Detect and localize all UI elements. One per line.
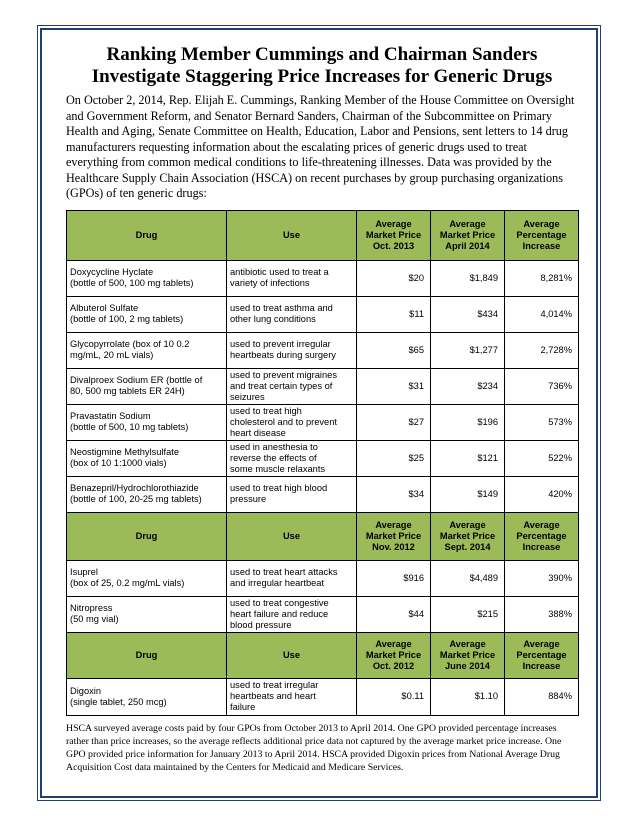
- percent-increase-cell-line: 420%: [548, 488, 572, 499]
- table-row: [67, 296, 579, 332]
- header-price-end-line: Sept. 2014: [444, 541, 491, 552]
- table-row: [67, 560, 579, 596]
- header-price-end: [431, 210, 505, 260]
- price-start-cell-line: $34: [408, 488, 424, 499]
- drug-cell-line: Doxycycline Hyclate: [70, 267, 154, 277]
- percent-increase-cell-line: 390%: [548, 572, 572, 583]
- price-start-cell: [357, 560, 431, 596]
- use-cell-line: reverse the effects of: [230, 452, 317, 463]
- drug-cell-line: Glycopyrrolate (box of 10 0.2: [70, 339, 190, 349]
- header-price-start-line: Market Price: [365, 649, 422, 660]
- drug-cell: [67, 476, 227, 512]
- use-cell-line: antibiotic used to treat a: [230, 267, 329, 277]
- drug-cell-line: (bottle of 100, 2 mg tablets): [70, 314, 184, 324]
- footnote: HSCA surveyed average costs paid by four GPOs from October 2013 to April 2014. One GPO provided percentage increases rather than price increases, so the average reflects additional price data not captured by the average market price increase. One GPO provided price information for January 2013 to April 2014. HSCA provided Digoxin prices from National Average Drug Acquisition Cost data maintained by the Centers for Medicaid and Medicare Services.: [66, 722, 562, 773]
- intro-paragraph: On October 2, 2014, Rep. Elijah E. Cummings, Ranking Member of the House Committee on Oversight and Government Reform, and Senator Bernard Sanders, Chairman of the Subcommittee on Primary Health and Aging, Senate Committee on Health, Education, Labor and Pensions, sent letters to 14 drug manufacturers requesting information about the escalating prices of generic drugs used to treat everything from common medical conditions to life-threatening illnesses. Data was provided by the Healthcare Supply Chain Association (HSCA) on recent purchases by group purchasing organizations (GPOs) of ten generic drugs:: [66, 93, 575, 200]
- price-start-cell: [357, 440, 431, 476]
- table-row: [67, 404, 579, 440]
- drug-cell-line: Albuterol Sulfate: [70, 303, 139, 313]
- drug-cell-line: Nitropress: [70, 603, 113, 613]
- drug-cell-line: (bottle of 500, 100 mg tablets): [70, 278, 194, 288]
- drug-cell-line: 80, 500 mg tablets ER 24H): [70, 386, 185, 396]
- use-cell-line: used to prevent irregular: [230, 339, 331, 349]
- drug-cell: [67, 368, 227, 404]
- header-price-start-line: Average: [375, 519, 412, 530]
- header-drug: [67, 210, 227, 260]
- percent-increase-cell-line: 736%: [548, 380, 572, 391]
- price-end-cell-line: $121: [477, 452, 498, 463]
- percent-increase-cell: [505, 332, 579, 368]
- table-row: [67, 476, 579, 512]
- header-drug: [67, 512, 227, 560]
- price-end-cell: [431, 368, 505, 404]
- price-start-cell: [357, 296, 431, 332]
- use-cell: [227, 678, 357, 715]
- table-header-row: [67, 210, 579, 260]
- header-percent-increase-line: Percentage: [516, 530, 567, 541]
- header-percent-increase-line: Percentage: [516, 649, 567, 660]
- percent-increase-cell-line: 8,281%: [540, 272, 572, 283]
- price-start-cell-line: $31: [408, 380, 424, 391]
- drug-cell: [67, 260, 227, 296]
- price-start-cell-line: $44: [408, 608, 424, 619]
- table-row: [67, 596, 579, 632]
- price-end-cell-line: $4,489: [469, 572, 498, 583]
- price-end-cell: [431, 678, 505, 715]
- drug-cell-line: (bottle of 500, 10 mg tablets): [70, 422, 189, 432]
- header-use-line: Use: [282, 530, 301, 541]
- table-header-row: [67, 512, 579, 560]
- drug-cell-line: (50 mg vial): [70, 614, 119, 624]
- header-price-start-line: Oct. 2013: [372, 240, 415, 251]
- drug-cell: [67, 332, 227, 368]
- price-start-cell-line: $20: [408, 272, 424, 283]
- header-price-start-line: Market Price: [365, 229, 422, 240]
- price-end-cell: [431, 296, 505, 332]
- drug-cell: [67, 404, 227, 440]
- header-price-end-line: April 2014: [445, 240, 490, 251]
- use-cell-line: pressure: [230, 494, 267, 504]
- price-start-cell: [357, 368, 431, 404]
- use-cell-line: blood pressure: [230, 619, 292, 630]
- percent-increase-cell: [505, 296, 579, 332]
- header-price-start: [357, 632, 431, 678]
- use-cell: [227, 476, 357, 512]
- percent-increase-cell: [505, 476, 579, 512]
- header-use: [227, 512, 357, 560]
- table-row: [67, 440, 579, 476]
- price-start-cell-line: $0.11: [401, 691, 424, 701]
- header-price-end: [431, 512, 505, 560]
- percent-increase-cell: [505, 404, 579, 440]
- price-end-cell: [431, 560, 505, 596]
- percent-increase-cell-line: 573%: [548, 416, 572, 427]
- header-use-line: Use: [282, 649, 301, 660]
- percent-increase-cell: [505, 260, 579, 296]
- use-cell-line: heart failure and reduce: [230, 608, 329, 619]
- header-price-start-line: Average: [375, 638, 412, 649]
- use-cell-line: cholesterol and to prevent: [230, 416, 337, 427]
- use-cell-line: used in anesthesia to: [230, 441, 318, 452]
- header-price-start-line: Market Price: [365, 530, 422, 541]
- price-end-cell: [431, 440, 505, 476]
- header-price-end: [431, 632, 505, 678]
- price-end-cell-line: $1,849: [469, 272, 498, 283]
- use-cell-line: seizures: [230, 391, 265, 402]
- use-cell-line: and treat certain types of: [230, 380, 333, 391]
- drug-cell: [67, 560, 227, 596]
- header-price-start-line: Nov. 2012: [372, 541, 415, 552]
- use-cell: [227, 332, 357, 368]
- price-end-cell: [431, 332, 505, 368]
- use-cell-line: and irregular heartbeat: [230, 578, 325, 588]
- header-use: [227, 210, 357, 260]
- drug-cell-line: Neostigmine Methylsulfate: [70, 447, 180, 457]
- use-cell: [227, 404, 357, 440]
- percent-increase-cell-line: 388%: [548, 608, 572, 619]
- header-percent-increase-line: Increase: [522, 240, 561, 251]
- header-percent-increase: [505, 512, 579, 560]
- percent-increase-cell: [505, 596, 579, 632]
- table-row: [67, 260, 579, 296]
- price-start-cell-line: $11: [409, 308, 424, 319]
- table-row: [67, 368, 579, 404]
- percent-increase-cell: [505, 368, 579, 404]
- use-cell: [227, 296, 357, 332]
- header-percent-increase: [505, 210, 579, 260]
- header-price-end-line: Market Price: [439, 229, 496, 240]
- table-header-row: [67, 632, 579, 678]
- title-line-2: Investigate Staggering Price Increases for Generic Drugs: [91, 66, 553, 87]
- use-cell-line: used to treat congestive: [230, 597, 329, 608]
- price-end-cell: [431, 404, 505, 440]
- header-price-start-line: Average: [375, 218, 412, 229]
- drug-cell-line: Digoxin: [70, 685, 102, 696]
- price-start-cell: [357, 404, 431, 440]
- header-price-end-line: Average: [449, 638, 486, 649]
- percent-increase-cell: [505, 440, 579, 476]
- drug-price-table-body: [67, 210, 579, 715]
- use-cell-line: failure: [230, 702, 256, 712]
- drug-cell-line: (single tablet, 250 mcg): [70, 696, 167, 707]
- table-row: [67, 678, 579, 715]
- drug-cell: [67, 440, 227, 476]
- header-percent-increase: [505, 632, 579, 678]
- header-drug: [67, 632, 227, 678]
- price-start-cell: [357, 260, 431, 296]
- price-end-cell: [431, 260, 505, 296]
- header-price-start: [357, 210, 431, 260]
- use-cell-line: other lung conditions: [230, 314, 316, 324]
- drug-cell-line: Pravastatin Sodium: [70, 411, 151, 421]
- header-price-end-line: June 2014: [445, 660, 490, 671]
- percent-increase-cell-line: 884%: [548, 691, 572, 701]
- drug-cell-line: (box of 25, 0.2 mg/mL vials): [70, 578, 185, 588]
- price-start-cell-line: $65: [408, 344, 424, 355]
- price-end-cell: [431, 476, 505, 512]
- table-row: [67, 332, 579, 368]
- use-cell-line: used to treat asthma and: [230, 303, 333, 313]
- use-cell-line: used to treat high: [230, 405, 302, 416]
- use-cell-line: heartbeats and heart: [230, 691, 316, 701]
- header-use: [227, 632, 357, 678]
- header-price-start-line: Oct. 2012: [372, 660, 415, 671]
- title-line-1: Ranking Member Cummings and Chairman Sanders: [106, 44, 538, 65]
- use-cell-line: used to treat high blood: [230, 483, 328, 493]
- price-start-cell: [357, 476, 431, 512]
- page-title: [66, 44, 578, 88]
- header-percent-increase-line: Average: [523, 519, 560, 530]
- price-start-cell-line: $27: [408, 416, 424, 427]
- use-cell-line: some muscle relaxants: [230, 463, 326, 474]
- use-cell-line: heart disease: [230, 427, 286, 438]
- header-drug-line: Drug: [135, 229, 158, 240]
- use-cell: [227, 368, 357, 404]
- drug-cell: [67, 596, 227, 632]
- drug-price-table: [66, 210, 579, 716]
- price-end-cell-line: $234: [477, 380, 498, 391]
- header-price-end-line: Average: [449, 218, 486, 229]
- header-percent-increase-line: Increase: [522, 660, 561, 671]
- drug-cell-line: Divalproex Sodium ER (bottle of: [70, 375, 203, 385]
- drug-cell-line: Benazepril/Hydrochlorothiazide: [70, 483, 199, 493]
- percent-increase-cell-line: 2,728%: [540, 344, 572, 355]
- header-price-end-line: Market Price: [439, 530, 496, 541]
- price-end-cell-line: $1.10: [474, 691, 498, 701]
- header-price-end-line: Average: [449, 519, 486, 530]
- use-cell-line: used to prevent migraines: [230, 369, 337, 380]
- price-start-cell: [357, 678, 431, 715]
- header-price-end-line: Market Price: [439, 649, 496, 660]
- price-end-cell-line: $196: [477, 416, 498, 427]
- percent-increase-cell: [505, 678, 579, 715]
- use-cell: [227, 440, 357, 476]
- price-start-cell-line: $916: [403, 572, 424, 583]
- price-end-cell-line: $215: [477, 608, 498, 619]
- drug-cell-line: mg/mL, 20 mL vials): [70, 350, 154, 360]
- document-page: [66, 44, 578, 774]
- header-percent-increase-line: Average: [523, 218, 560, 229]
- price-end-cell-line: $434: [477, 308, 498, 319]
- price-end-cell-line: $149: [477, 488, 498, 499]
- header-percent-increase-line: Average: [523, 638, 560, 649]
- price-start-cell: [357, 596, 431, 632]
- price-end-cell: [431, 596, 505, 632]
- drug-cell: [67, 296, 227, 332]
- header-percent-increase-line: Increase: [522, 541, 561, 552]
- percent-increase-cell-line: 4,014%: [540, 308, 572, 319]
- price-end-cell-line: $1,277: [469, 344, 498, 355]
- header-use-line: Use: [282, 229, 301, 240]
- drug-cell: [67, 678, 227, 715]
- drug-cell-line: (bottle of 100, 20-25 mg tablets): [70, 494, 202, 504]
- percent-increase-cell: [505, 560, 579, 596]
- drug-cell-line: Isuprel: [70, 567, 98, 577]
- use-cell: [227, 260, 357, 296]
- price-start-cell: [357, 332, 431, 368]
- use-cell-line: used to treat heart attacks: [230, 567, 338, 577]
- header-drug-line: Drug: [135, 530, 158, 541]
- percent-increase-cell-line: 522%: [548, 452, 572, 463]
- use-cell-line: used to treat irregular: [230, 680, 319, 690]
- drug-cell-line: (box of 10 1:1000 vials): [70, 458, 167, 468]
- use-cell: [227, 596, 357, 632]
- use-cell-line: variety of infections: [230, 278, 310, 288]
- header-price-start: [357, 512, 431, 560]
- use-cell: [227, 560, 357, 596]
- price-start-cell-line: $25: [408, 452, 424, 463]
- use-cell-line: heartbeats during surgery: [230, 350, 336, 360]
- header-drug-line: Drug: [135, 649, 158, 660]
- header-percent-increase-line: Percentage: [516, 229, 567, 240]
